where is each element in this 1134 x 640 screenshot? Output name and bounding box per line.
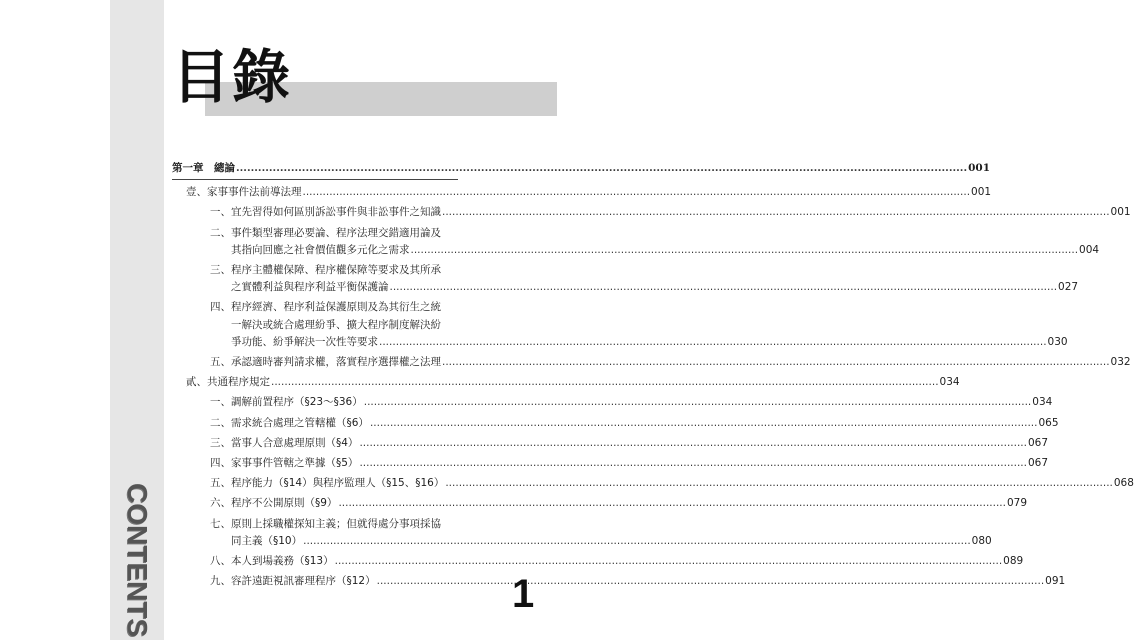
toc-item[interactable] xyxy=(172,415,1059,432)
section-page: 034 xyxy=(939,376,960,389)
leader-dots: ........................................................................................................................................................................................................ xyxy=(379,335,1047,348)
item-text-line: 家事事件管轄之準據（§5） xyxy=(231,457,359,470)
item-page: 030 xyxy=(1047,335,1068,348)
item-text-line: 其指向回應之社會價值觀多元化之需求 xyxy=(231,243,410,256)
leader-dots: ........................................................................................................................................................................................................ xyxy=(236,162,968,174)
contents-side-label: CONTENTS xyxy=(122,483,153,637)
item-text-line: 程序經濟、程序利益保護原則及為其衍生之統 xyxy=(231,301,441,314)
item-text-line: 需求統合處理之管轄權（§6） xyxy=(231,416,369,429)
toc-item[interactable] xyxy=(172,299,1068,351)
item-page: 089 xyxy=(1003,555,1024,568)
item-number: 六、 xyxy=(210,497,231,510)
toc-item[interactable] xyxy=(172,495,1028,512)
item-number: 二、 xyxy=(210,416,231,429)
item-text-line: 程序主體權保障、程序權保障等要求及其所承 xyxy=(231,264,441,277)
sections-list xyxy=(172,184,1134,590)
item-number: 一、 xyxy=(210,206,231,219)
item-text-line: 事件類型審理必要論、程序法理交錯適用論及 xyxy=(231,226,441,239)
item-text-line: 同主義（§10） xyxy=(231,534,303,547)
leader-dots: ........................................................................................................................................................................................................ xyxy=(334,555,1003,568)
toc-item[interactable] xyxy=(172,516,992,550)
toc-item[interactable] xyxy=(172,475,1134,492)
item-text-line: 承認適時審判請求權，落實程序選擇權之法理 xyxy=(231,356,441,369)
leader-dots: ........................................................................................................................................................................................................ xyxy=(445,477,1113,490)
leader-dots: ........................................................................................................................................................................................................ xyxy=(359,457,1027,470)
item-page: 004 xyxy=(1079,243,1100,256)
item-text-line: 原則上採職權探知主義；但就得處分事項採協 xyxy=(231,517,441,530)
leader-dots: ........................................................................................................................................................................................................ xyxy=(410,243,1079,256)
item-page: 027 xyxy=(1058,281,1079,294)
leader-dots: ........................................................................................................................................................................................................ xyxy=(363,396,1032,409)
toc-item[interactable] xyxy=(172,262,1079,296)
leader-dots: ........................................................................................................................................................................................................ xyxy=(369,416,1038,429)
toc-item[interactable] xyxy=(172,204,1131,221)
toc-item[interactable] xyxy=(172,225,1100,259)
section-label: 壹、家事事件法前導法理 xyxy=(186,186,302,199)
leader-dots: ........................................................................................................................................................................................................ xyxy=(302,186,971,199)
section-entry[interactable] xyxy=(172,184,992,201)
section-page: 001 xyxy=(971,186,992,199)
section-label: 貳、共通程序規定 xyxy=(186,376,270,389)
item-text-line: 程序不公開原則（§9） xyxy=(231,497,338,510)
item-page: 065 xyxy=(1038,416,1059,429)
left-margin xyxy=(0,0,110,640)
item-number: 四、 xyxy=(210,301,231,314)
item-number: 九、 xyxy=(210,575,231,588)
leader-dots: ........................................................................................................................................................................................................ xyxy=(389,281,1058,294)
leader-dots: ........................................................................................................................................................................................................ xyxy=(442,356,1110,369)
item-text-line: 本人到場義務（§13） xyxy=(231,555,334,568)
chapter-entry[interactable] xyxy=(172,160,991,177)
section-entry[interactable] xyxy=(172,374,960,391)
item-page: 091 xyxy=(1045,575,1066,588)
toc-item[interactable] xyxy=(172,435,1049,452)
page-number: 1 xyxy=(512,572,535,616)
leader-dots: ........................................................................................................................................................................................................ xyxy=(376,575,1045,588)
item-text-line: 之實體利益與程序利益平衡保護論 xyxy=(231,281,389,294)
item-page: 080 xyxy=(971,534,992,547)
leader-dots: ........................................................................................................................................................................................................ xyxy=(442,206,1110,219)
item-number: 五、 xyxy=(210,356,231,369)
table-of-contents xyxy=(172,160,1134,593)
toc-item[interactable] xyxy=(172,354,1131,371)
item-text-line: 當事人合意處理原則（§4） xyxy=(231,436,359,449)
chapter-rule xyxy=(172,179,458,180)
item-page: 034 xyxy=(1032,396,1053,409)
chapter-label: 第一章 總論 xyxy=(172,162,235,174)
leader-dots: ........................................................................................................................................................................................................ xyxy=(303,534,971,547)
item-number: 七、 xyxy=(210,517,231,530)
toc-item[interactable] xyxy=(172,573,1066,590)
item-text-line: 宜先習得如何區別訴訟事件與非訟事件之知識 xyxy=(231,206,441,219)
item-page: 001 xyxy=(1110,206,1131,219)
page-title: 目錄 xyxy=(172,43,293,111)
item-number: 三、 xyxy=(210,264,231,277)
item-number: 八、 xyxy=(210,555,231,568)
item-text-line: 爭功能、紛爭解決一次性等要求 xyxy=(231,335,378,348)
item-number: 二、 xyxy=(210,226,231,239)
leader-dots: ........................................................................................................................................................................................................ xyxy=(359,436,1027,449)
item-number: 三、 xyxy=(210,436,231,449)
item-text-line: 容許遠距視訊審理程序（§12） xyxy=(231,575,376,588)
item-page: 067 xyxy=(1027,436,1049,449)
item-text-line: 調解前置程序（§23～§36） xyxy=(231,396,363,409)
item-page: 032 xyxy=(1110,356,1131,369)
toc-item[interactable] xyxy=(172,394,1053,411)
item-number: 四、 xyxy=(210,457,231,470)
item-text-line: 程序能力（§14）與程序監理人（§15、§16） xyxy=(231,477,445,490)
leader-dots: ........................................................................................................................................................................................................ xyxy=(338,497,1006,510)
item-page: 079 xyxy=(1006,497,1028,510)
item-page: 068 xyxy=(1113,477,1134,490)
item-number: 一、 xyxy=(210,396,231,409)
chapter-page: 001 xyxy=(968,162,991,174)
item-number: 五、 xyxy=(210,477,231,490)
toc-item[interactable] xyxy=(172,455,1049,472)
leader-dots: ........................................................................................................................................................................................................ xyxy=(271,376,939,389)
toc-item[interactable] xyxy=(172,553,1024,570)
item-page: 067 xyxy=(1027,457,1049,470)
item-text-line: 一解決或統合處理紛爭、擴大程序制度解決紛 xyxy=(231,318,441,331)
